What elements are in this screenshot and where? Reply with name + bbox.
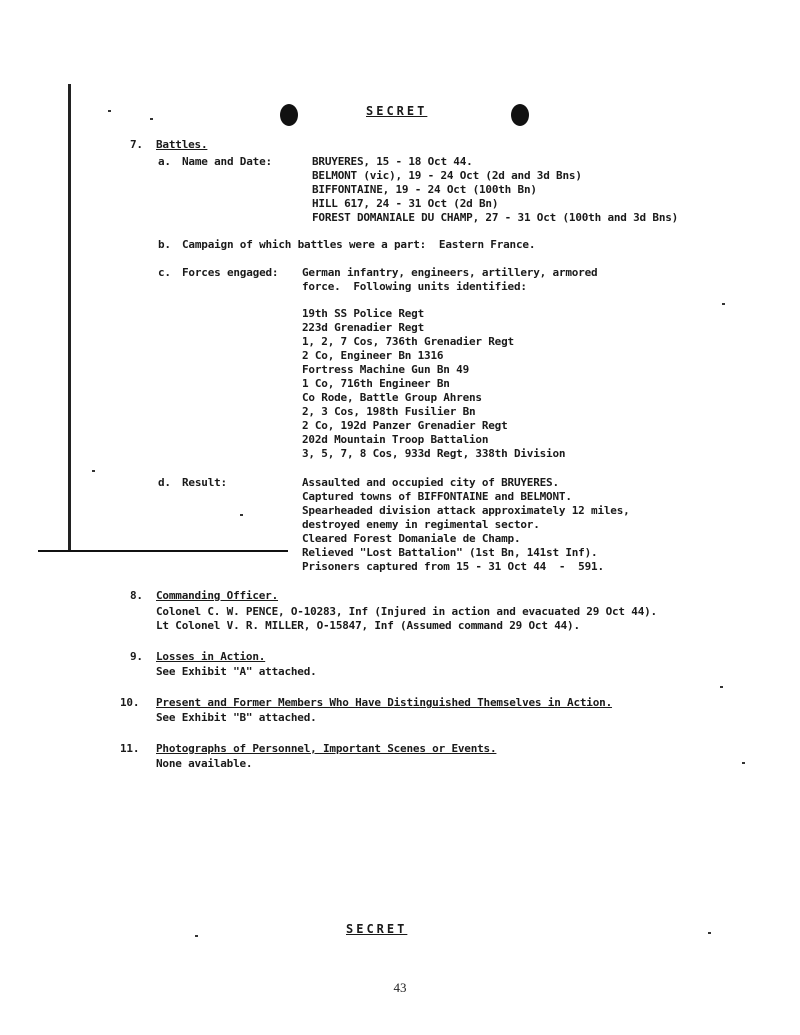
speck <box>720 686 723 688</box>
unit-line: Co Rode, Battle Group Ahrens <box>302 391 482 404</box>
speck <box>742 762 745 764</box>
section-8-title: Commanding Officer. <box>156 589 279 602</box>
punch-hole-left <box>280 104 298 126</box>
speck <box>722 303 725 305</box>
section-7-number: 7. <box>130 138 143 151</box>
result-line: Assaulted and occupied city of BRUYERES. <box>302 476 559 489</box>
item-d-label: d. <box>158 476 171 489</box>
section-8-number: 8. <box>130 589 143 602</box>
item-a-field: Name and Date: <box>182 155 272 168</box>
battle-line: BELMONT (vic), 19 - 24 Oct (2d and 3d Bns) <box>312 169 582 182</box>
header-classification: SECRET <box>366 104 428 118</box>
forces-intro-line: force. Following units identified: <box>302 280 527 293</box>
unit-line: 3, 5, 7, 8 Cos, 933d Regt, 338th Division <box>302 447 566 460</box>
battle-line: BIFFONTAINE, 19 - 24 Oct (100th Bn) <box>312 183 537 196</box>
footer-classification: SECRET <box>346 922 408 936</box>
unit-line: 19th SS Police Regt <box>302 307 425 320</box>
speck <box>240 514 243 516</box>
unit-line: 202d Mountain Troop Battalion <box>302 433 489 446</box>
item-b-text: Campaign of which battles were a part: Eastern France. <box>182 238 536 251</box>
item-b-label: b. <box>158 238 171 251</box>
result-line: Prisoners captured from 15 - 31 Oct 44 - 591. <box>302 560 604 573</box>
section-9-title: Losses in Action. <box>156 650 266 663</box>
item-c-field: Forces engaged: <box>182 266 279 279</box>
section-11-title: Photographs of Personnel, Important Scenes or Events. <box>156 742 497 755</box>
section-9-number: 9. <box>130 650 143 663</box>
section-11-text: None available. <box>156 757 253 770</box>
battle-line: HILL 617, 24 - 31 Oct (2d Bn) <box>312 197 499 210</box>
unit-line: 1, 2, 7 Cos, 736th Grenadier Regt <box>302 335 514 348</box>
unit-line: 2, 3 Cos, 198th Fusilier Bn <box>302 405 476 418</box>
commander-line: Colonel C. W. PENCE, O-10283, Inf (Injured in action and evacuated 29 Oct 44). <box>156 605 657 618</box>
page-number: 43 <box>393 980 407 995</box>
unit-line: 1 Co, 716th Engineer Bn <box>302 377 450 390</box>
margin-arrow-line <box>38 550 288 552</box>
result-line: Captured towns of BIFFONTAINE and BELMONT. <box>302 490 572 503</box>
unit-line: 2 Co, 192d Panzer Grenadier Regt <box>302 419 508 432</box>
item-c-label: c. <box>158 266 171 279</box>
speck <box>92 470 95 472</box>
speck <box>150 118 153 120</box>
item-d-field: Result: <box>182 476 227 489</box>
speck <box>195 935 198 937</box>
battle-line: BRUYERES, 15 - 18 Oct 44. <box>312 155 473 168</box>
unit-line: 2 Co, Engineer Bn 1316 <box>302 349 444 362</box>
section-10-number: 10. <box>120 696 140 709</box>
result-line: Cleared Forest Domaniale de Champ. <box>302 532 521 545</box>
battle-line: FOREST DOMANIALE DU CHAMP, 27 - 31 Oct (100th and 3d Bns) <box>312 211 679 224</box>
item-a-label: a. <box>158 155 171 168</box>
unit-line: Fortress Machine Gun Bn 49 <box>302 363 469 376</box>
result-line: Relieved "Lost Battalion" (1st Bn, 141st Inf). <box>302 546 598 559</box>
forces-intro-line: German infantry, engineers, artillery, armored <box>302 266 598 279</box>
section-9-text: See Exhibit "A" attached. <box>156 665 317 678</box>
speck <box>708 932 711 934</box>
punch-hole-right <box>511 104 529 126</box>
result-line: destroyed enemy in regimental sector. <box>302 518 540 531</box>
section-7-title: Battles. <box>156 138 208 151</box>
result-line: Spearheaded division attack approximately 12 miles, <box>302 504 630 517</box>
section-11-number: 11. <box>120 742 140 755</box>
section-10-text: See Exhibit "B" attached. <box>156 711 317 724</box>
margin-rule <box>68 84 71 552</box>
unit-line: 223d Grenadier Regt <box>302 321 425 334</box>
commander-line: Lt Colonel V. R. MILLER, O-15847, Inf (Assumed command 29 Oct 44). <box>156 619 580 632</box>
section-10-title: Present and Former Members Who Have Distinguished Themselves in Action. <box>156 696 613 709</box>
speck <box>108 110 111 112</box>
